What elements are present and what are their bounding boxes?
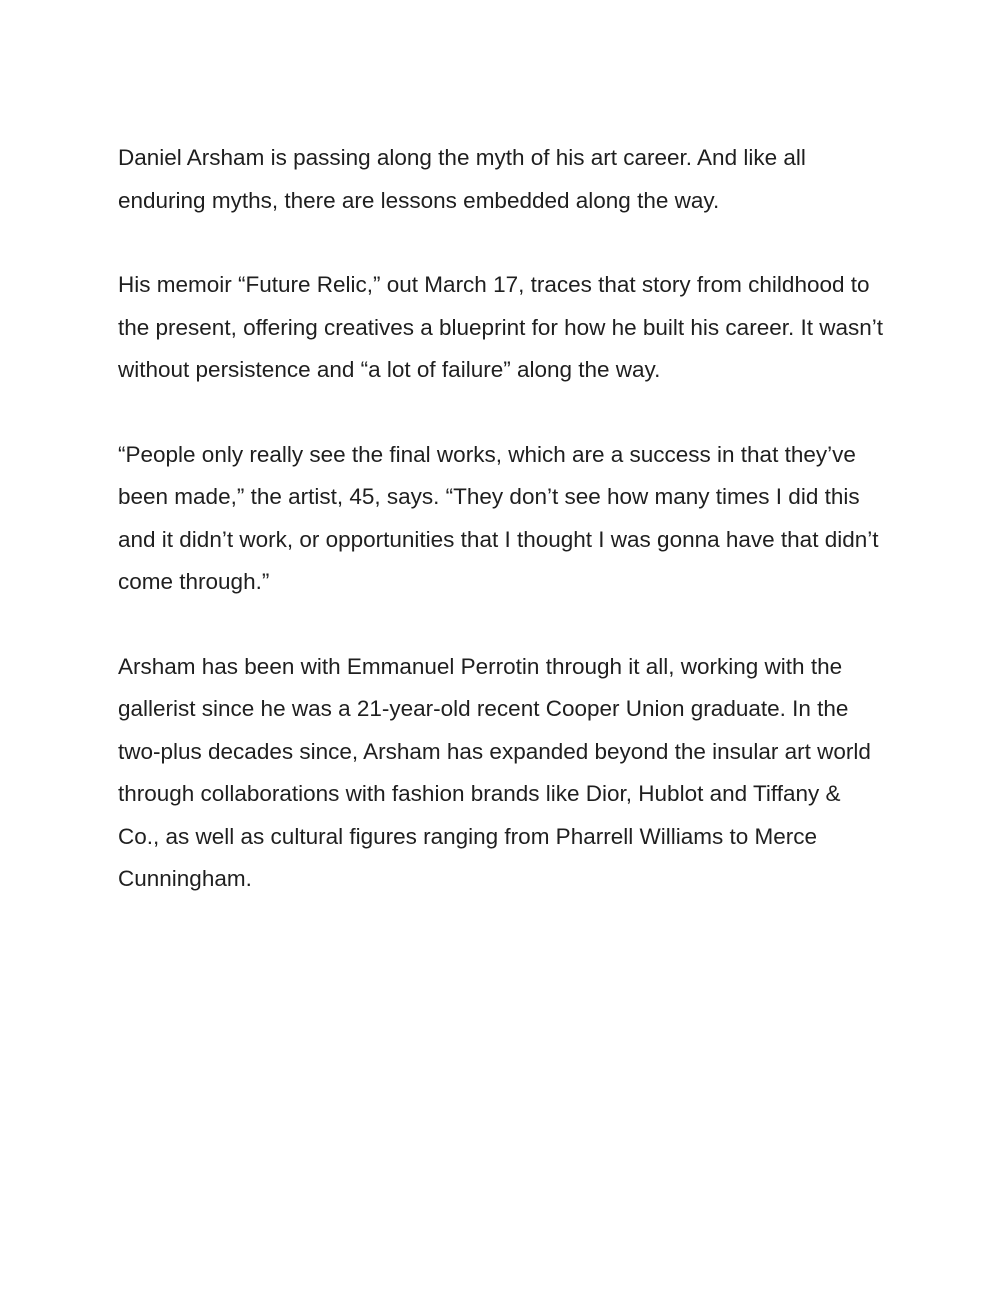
paragraph-2: His memoir “Future Relic,” out March 17, traces that story from childhood to the present, offering creatives a blueprint for how he built his career. It wasn’t without persistence and “a lot of failure” along the way. bbox=[118, 272, 883, 382]
paragraph-4: Arsham has been with Emmanuel Perrotin through it all, working with the gallerist since he was a 21-year-old recent Cooper Union graduate. In the two-plus decades since, Arsham has expanded beyond the insular art world through collaborations with fashion brands like Dior, Hublot and Tiffany & Co., as well as cultural figures ranging from Pharrell Williams to Merce Cunningham. bbox=[118, 653, 871, 891]
paragraph-1: Daniel Arsham is passing along the myth of his art career. And like all enduring myths, there are lessons embedded along the way. bbox=[118, 145, 806, 213]
article-body bbox=[118, 137, 888, 943]
paragraph-3: “People only really see the final works, which are a success in that they’ve been made,” the artist, 45, says. “They don’t see how many times I did this and it didn’t work, or opportunities that I thought I was gonna have that didn’t come through.” bbox=[118, 441, 879, 594]
